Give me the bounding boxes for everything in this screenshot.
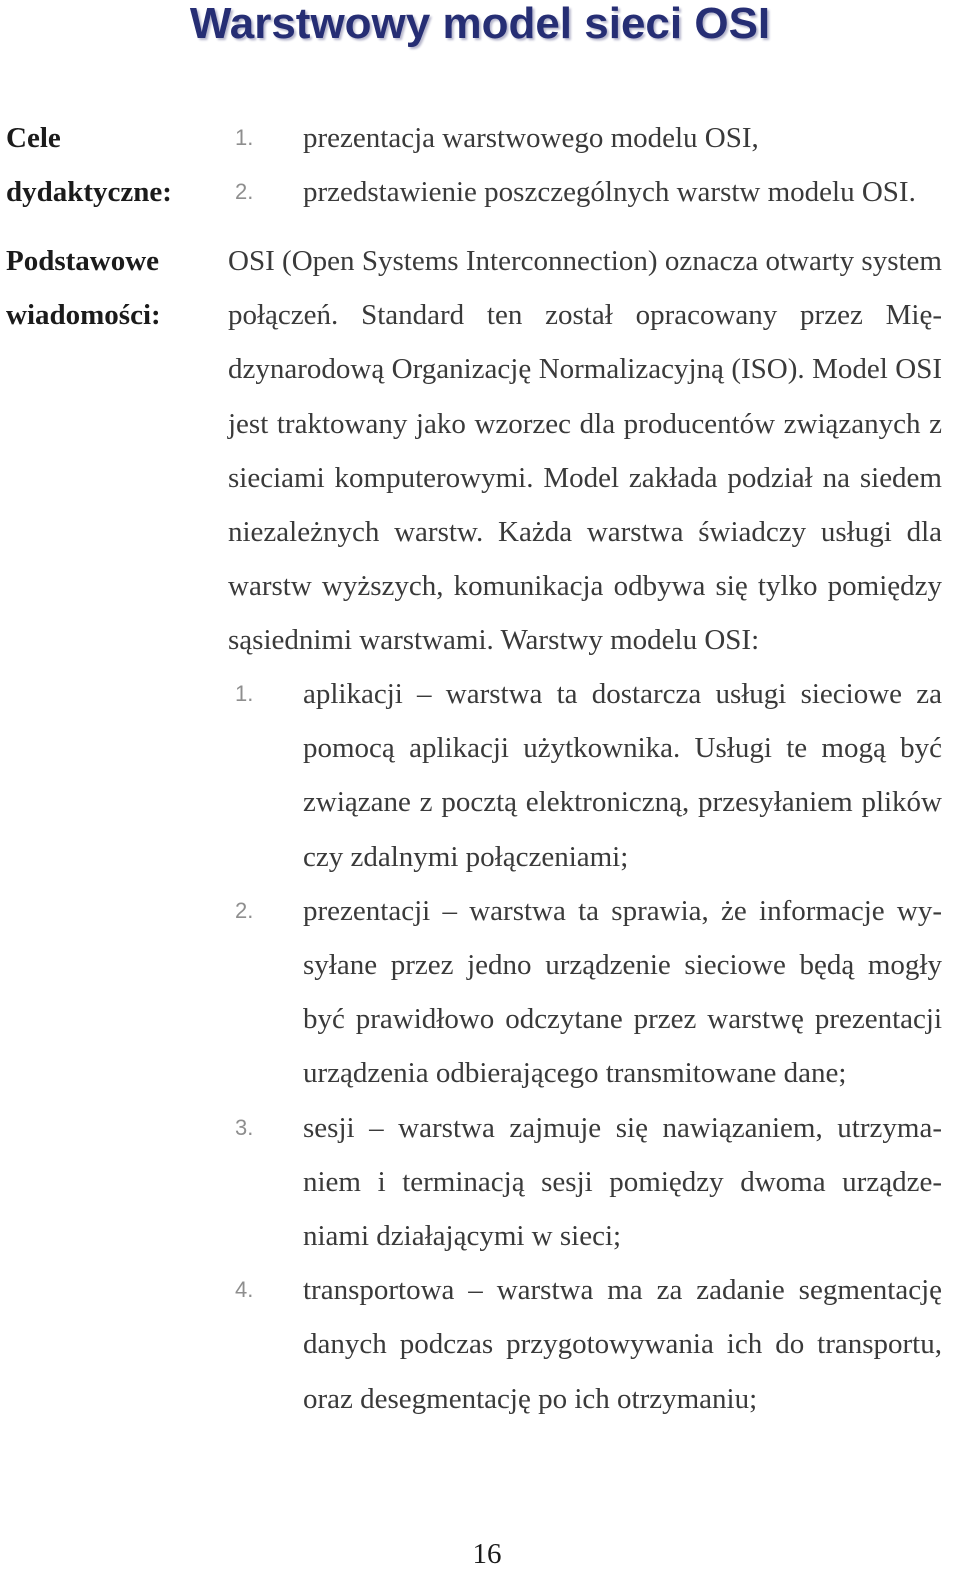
goals-list bbox=[228, 111, 948, 219]
basics-label-line2: wiadomości: bbox=[6, 299, 161, 331]
layer-text: aplikacji – warstwa ta dostarcza usługi sieciowe za pomocą aplikacji użytkownika. Usługi te mogą być związane z pocztą elektroniczną, przesyłaniem plików czy zdalnymi połączeniami; bbox=[303, 678, 942, 873]
layer-number: 2. bbox=[235, 897, 254, 923]
layer-number: 3. bbox=[235, 1114, 254, 1140]
layer-item bbox=[228, 1263, 942, 1426]
goal-text: przedstawienie poszczególnych warstw modelu OSI. bbox=[303, 176, 916, 208]
goal-item bbox=[228, 165, 948, 219]
layer-text: sesji – warstwa zajmuje się nawiązaniem, utrzymaniem i terminacją sesji pomiędzy dwoma urządzeniami działającymi w sieci; bbox=[303, 1111, 942, 1253]
goal-number: 1. bbox=[235, 125, 254, 150]
layer-text: transportowa – warstwa ma za zadanie segmentację danych podczas przygotowywania ich do transportu, oraz desegmentację po ich otrzymaniu; bbox=[303, 1274, 942, 1415]
layer-item bbox=[228, 667, 942, 884]
layer-text: prezentacji – warstwa ta sprawia, że informacje wysyłane przez jedno urządzenie sieciowe będą mogły być prawidłowo odczytane przez warstwę prezentacji urządzenia odbierającego transmitowane dane; bbox=[303, 894, 942, 1090]
basics-label-line1: Podstawowe bbox=[6, 245, 160, 277]
goals-label-line2: dydaktyczne: bbox=[6, 176, 172, 208]
layer-number: 1. bbox=[235, 681, 254, 706]
page-title: Warstwowy model sieci OSI bbox=[189, 0, 771, 48]
basics-label bbox=[6, 234, 161, 342]
layer-item bbox=[228, 1101, 942, 1264]
intro-paragraph: OSI (Open Systems Interconnection) oznacza otwarty system połączeń. Standard ten został opracowany przez Międzynarodową Organizację Normalizacyjną (ISO). Model OSI jest traktowany jako wzorzec dla producentów związanych z sieciami komputerowymi. Model zakłada podział na siedem niezależnych warstw. Każda warstwa świadczy usługi dla warstw wyższych, komunikacja odbywa się tylko pomiędzy sąsiednimi warstwami. Warstwy modelu OSI: bbox=[228, 245, 942, 657]
goal-text: prezentacja warstwowego modelu OSI, bbox=[303, 122, 759, 154]
layer-item bbox=[228, 884, 942, 1101]
goal-number: 2. bbox=[235, 179, 254, 204]
goals-label bbox=[6, 111, 172, 219]
goal-item bbox=[228, 111, 948, 165]
page-number: 16 bbox=[472, 1538, 502, 1570]
layers-list bbox=[228, 667, 942, 1426]
goals-label-line1: Cele bbox=[6, 122, 61, 154]
layer-number: 4. bbox=[235, 1277, 254, 1303]
